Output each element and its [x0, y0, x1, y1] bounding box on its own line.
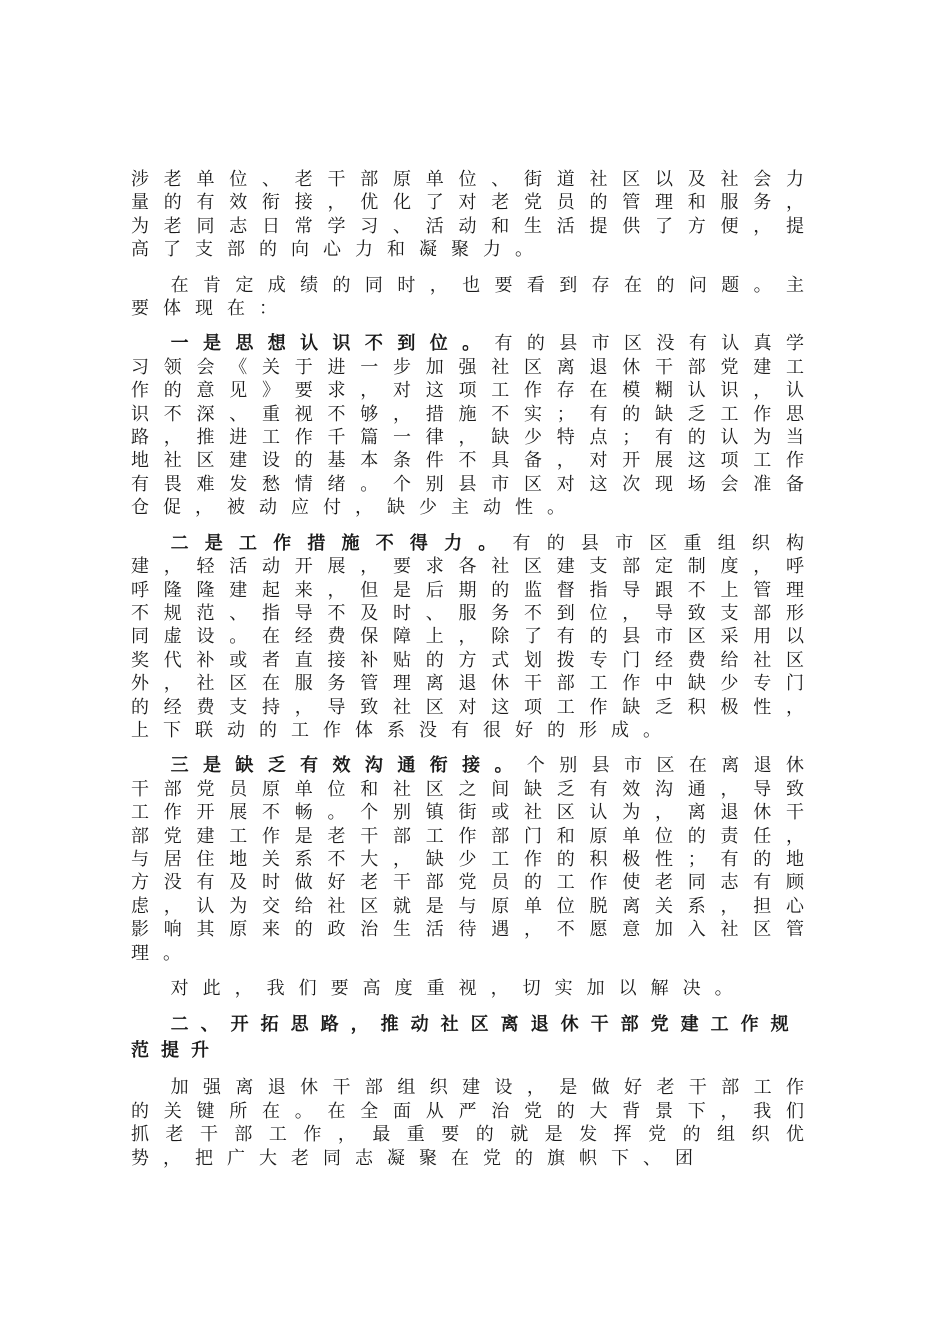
paragraph-text: 个别县市区在离退休干部党员原单位和社区之间缺乏有效沟通，导致工作开展不畅。个别镇街或社区认为，离退休干部党建工作是老干部工作部门和原单位的责任，与居住地关系不大，缺少工作的积极性；有的地方没有及时做好老干部党员的工作使老同志有顾虑，认为交给社区就是与原单位脱离关系，担心影响其原来的政治生活待遇，不愿意加入社区管理。: [131, 755, 819, 964]
document-body: [131, 168, 818, 1182]
paragraph-text: 涉老单位、老干部原单位、街道社区以及社会力量的有效衔接，优化了对老党员的管理和服务，为老同志日常学习、活动和生活提供了方便，提高了支部的向心力和凝聚力。: [131, 169, 818, 261]
paragraph-text: 有的县市区重组织构建，轻活动开展，要求各社区建支部定制度，呼呼隆隆建起来，但是后期的监督指导跟不上管理不规范、指导不及时、服务不到位，导致支部形同虚设。在经费保障上，除了有的县市区采用以奖代补或者直接补贴的方式划拨专门经费给社区外，社区在服务管理离退休干部工作中缺少专门的经费支持，导致社区对这项工作缺乏积极性，上下联动的工作体系没有很好的形成。: [131, 532, 819, 741]
paragraph-closing: [131, 1076, 818, 1170]
paragraph-text: 有的县市区没有认真学习领会《关于进一步加强社区离退休干部党建工作的意见》要求，对这项工作存在模糊认识，认识不深、重视不够，措施不实；有的缺乏工作思路，推进工作千篇一律，缺少特点；有的认为当地社区建设的基本条件不具备，对开展这项工作有畏难发愁情绪。个别县市区对这次现场会准备仓促，被动应付，缺少主动性。: [131, 333, 819, 519]
point-lead: 一是思想认识不到位。: [170, 333, 495, 355]
point-lead: 二是工作措施不得力。: [170, 532, 513, 554]
paragraph-point-1: [131, 332, 818, 519]
point-lead: 三是缺乏有效沟通衔接。: [170, 755, 527, 777]
paragraph-point-2: [131, 532, 818, 743]
paragraph-problems: [131, 274, 818, 321]
section-heading: 二、开拓思路，推动社区离退休干部党建工作规范提升: [131, 1014, 801, 1062]
paragraph-text: 加强离退休干部组织建设，是做好老干部工作的关键所在。在全面从严治党的大背景下，我们抓老干部工作，最重要的就是发挥党的组织优势，把广大老同志凝聚在党的旗帜下、团: [131, 1077, 818, 1169]
paragraph-point-3: [131, 754, 818, 965]
paragraph-resolve: [131, 977, 818, 1000]
paragraph-text: 在肯定成绩的同时，也要看到存在的问题。主要体现在：: [131, 274, 818, 320]
paragraph-intro: [131, 168, 818, 262]
paragraph-text: 对此，我们要高度重视，切实加以解决。: [170, 978, 747, 999]
